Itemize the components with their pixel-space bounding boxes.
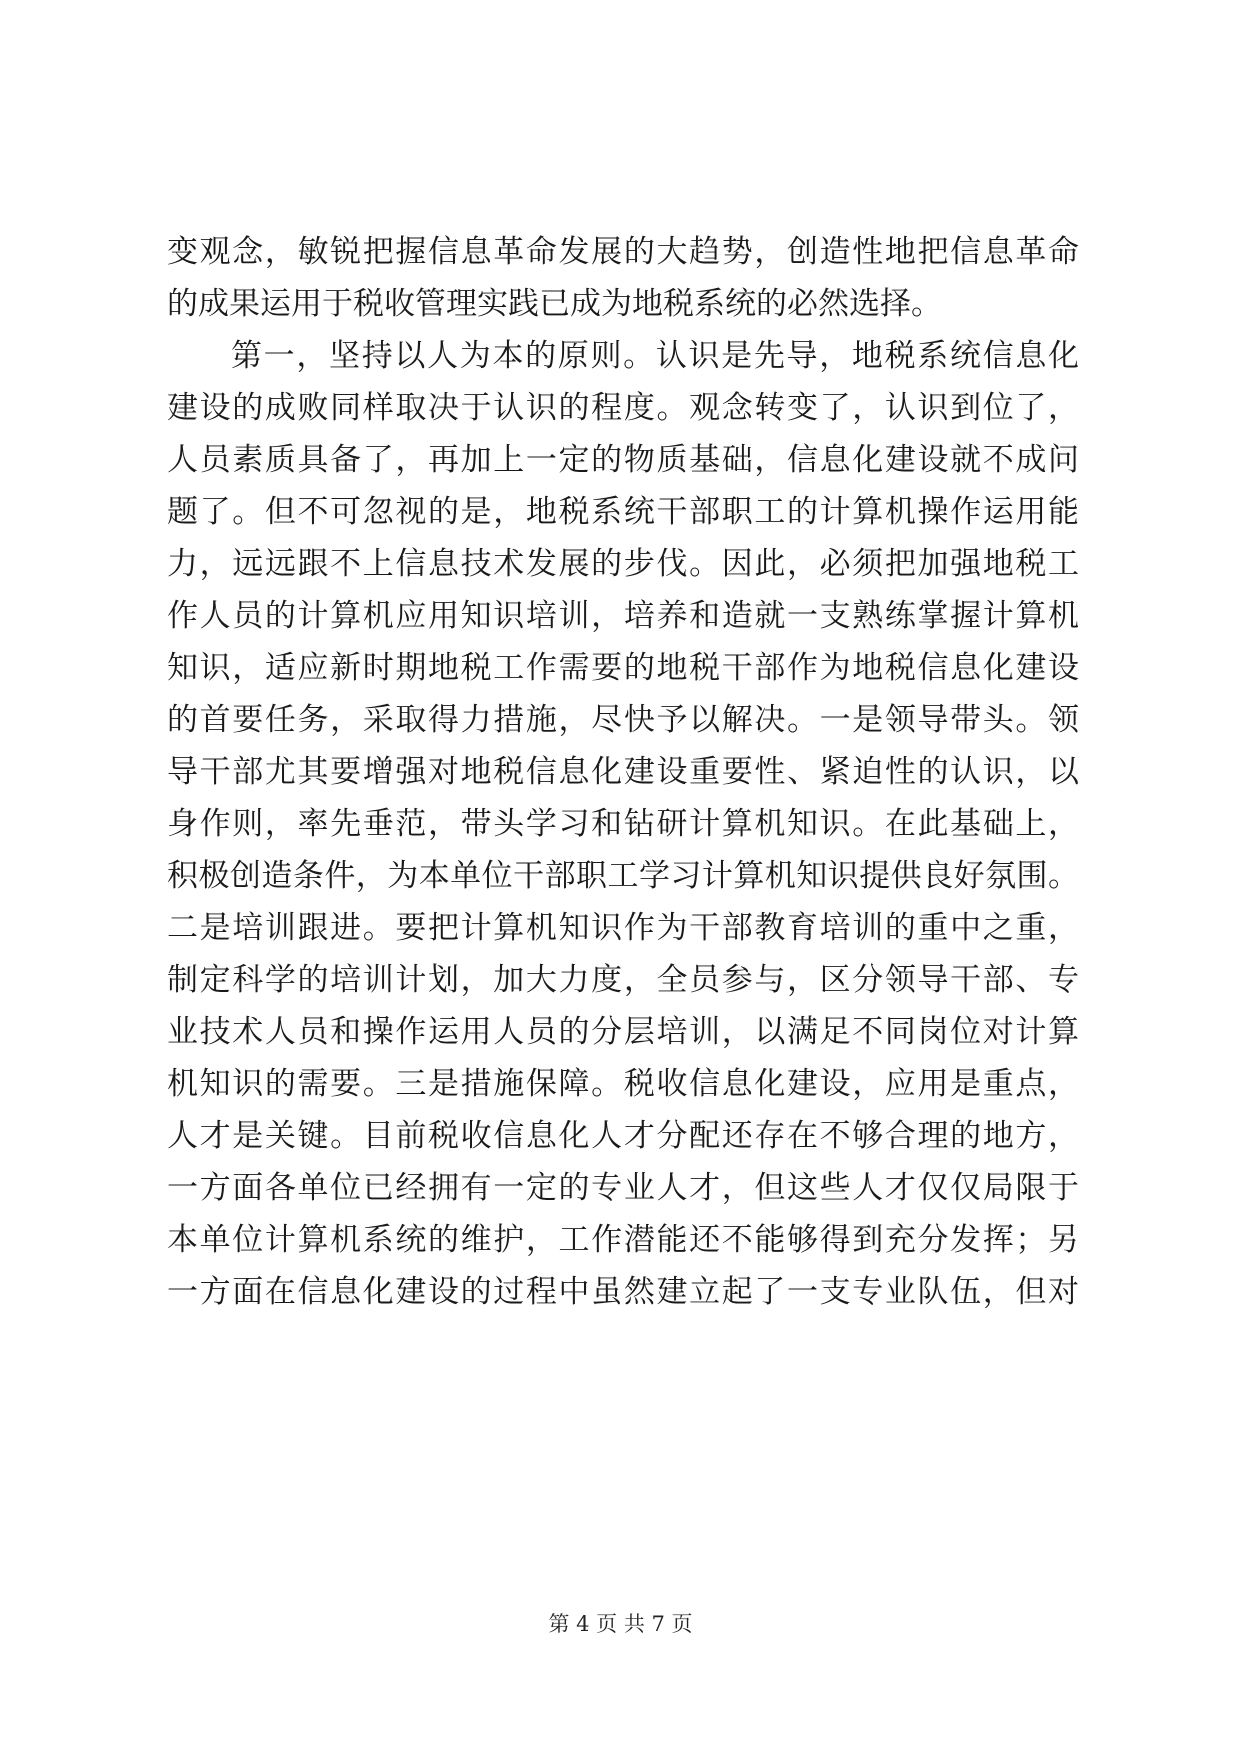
text-line: 身作则，率先垂范，带头学习和钻研计算机知识。在此基础上， — [167, 806, 1079, 842]
text-line: 第一，坚持以人为本的原则。认识是先导，地税系统信息化 — [231, 338, 1079, 374]
text-line: 题了。但不可忽视的是，地税系统干部职工的计算机操作运用能 — [167, 494, 1079, 530]
text-line: 二是培训跟进。要把计算机知识作为干部教育培训的重中之重， — [167, 910, 1079, 946]
text-line: 本单位计算机系统的维护，工作潜能还不能够得到充分发挥；另 — [167, 1222, 1079, 1258]
text-line: 制定科学的培训计划，加大力度，全员参与，区分领导干部、专 — [167, 962, 1079, 998]
text-line: 积极创造条件，为本单位干部职工学习计算机知识提供良好氛围。 — [167, 858, 1079, 894]
text-line: 人才是关键。目前税收信息化人才分配还存在不够合理的地方， — [167, 1118, 1079, 1154]
text-line: 变观念，敏锐把握信息革命发展的大趋势，创造性地把信息革命 — [167, 234, 1079, 270]
text-line: 一方面在信息化建设的过程中虽然建立起了一支专业队伍，但对 — [167, 1274, 1079, 1310]
page-number-footer: 第 4 页 共 7 页 — [548, 1612, 693, 1636]
text-line: 业技术人员和操作运用人员的分层培训，以满足不同岗位对计算 — [167, 1014, 1079, 1050]
body-text — [167, 226, 1079, 1318]
text-line: 的首要任务，采取得力措施，尽快予以解决。一是领导带头。领 — [167, 702, 1079, 738]
text-line: 导干部尤其要增强对地税信息化建设重要性、紧迫性的认识，以 — [167, 754, 1079, 790]
text-line: 建设的成败同样取决于认识的程度。观念转变了，认识到位了， — [167, 390, 1079, 426]
text-line: 作人员的计算机应用知识培训，培养和造就一支熟练掌握计算机 — [167, 598, 1079, 634]
text-line: 机知识的需要。三是措施保障。税收信息化建设，应用是重点， — [167, 1066, 1079, 1102]
text-line: 一方面各单位已经拥有一定的专业人才，但这些人才仅仅局限于 — [167, 1170, 1079, 1206]
text-line: 的成果运用于税收管理实践已成为地税系统的必然选择。 — [167, 286, 942, 322]
text-line: 人员素质具备了，再加上一定的物质基础，信息化建设就不成问 — [167, 442, 1079, 478]
text-line: 力，远远跟不上信息技术发展的步伐。因此，必须把加强地税工 — [167, 546, 1079, 582]
text-line: 知识，适应新时期地税工作需要的地税干部作为地税信息化建设 — [167, 650, 1079, 686]
